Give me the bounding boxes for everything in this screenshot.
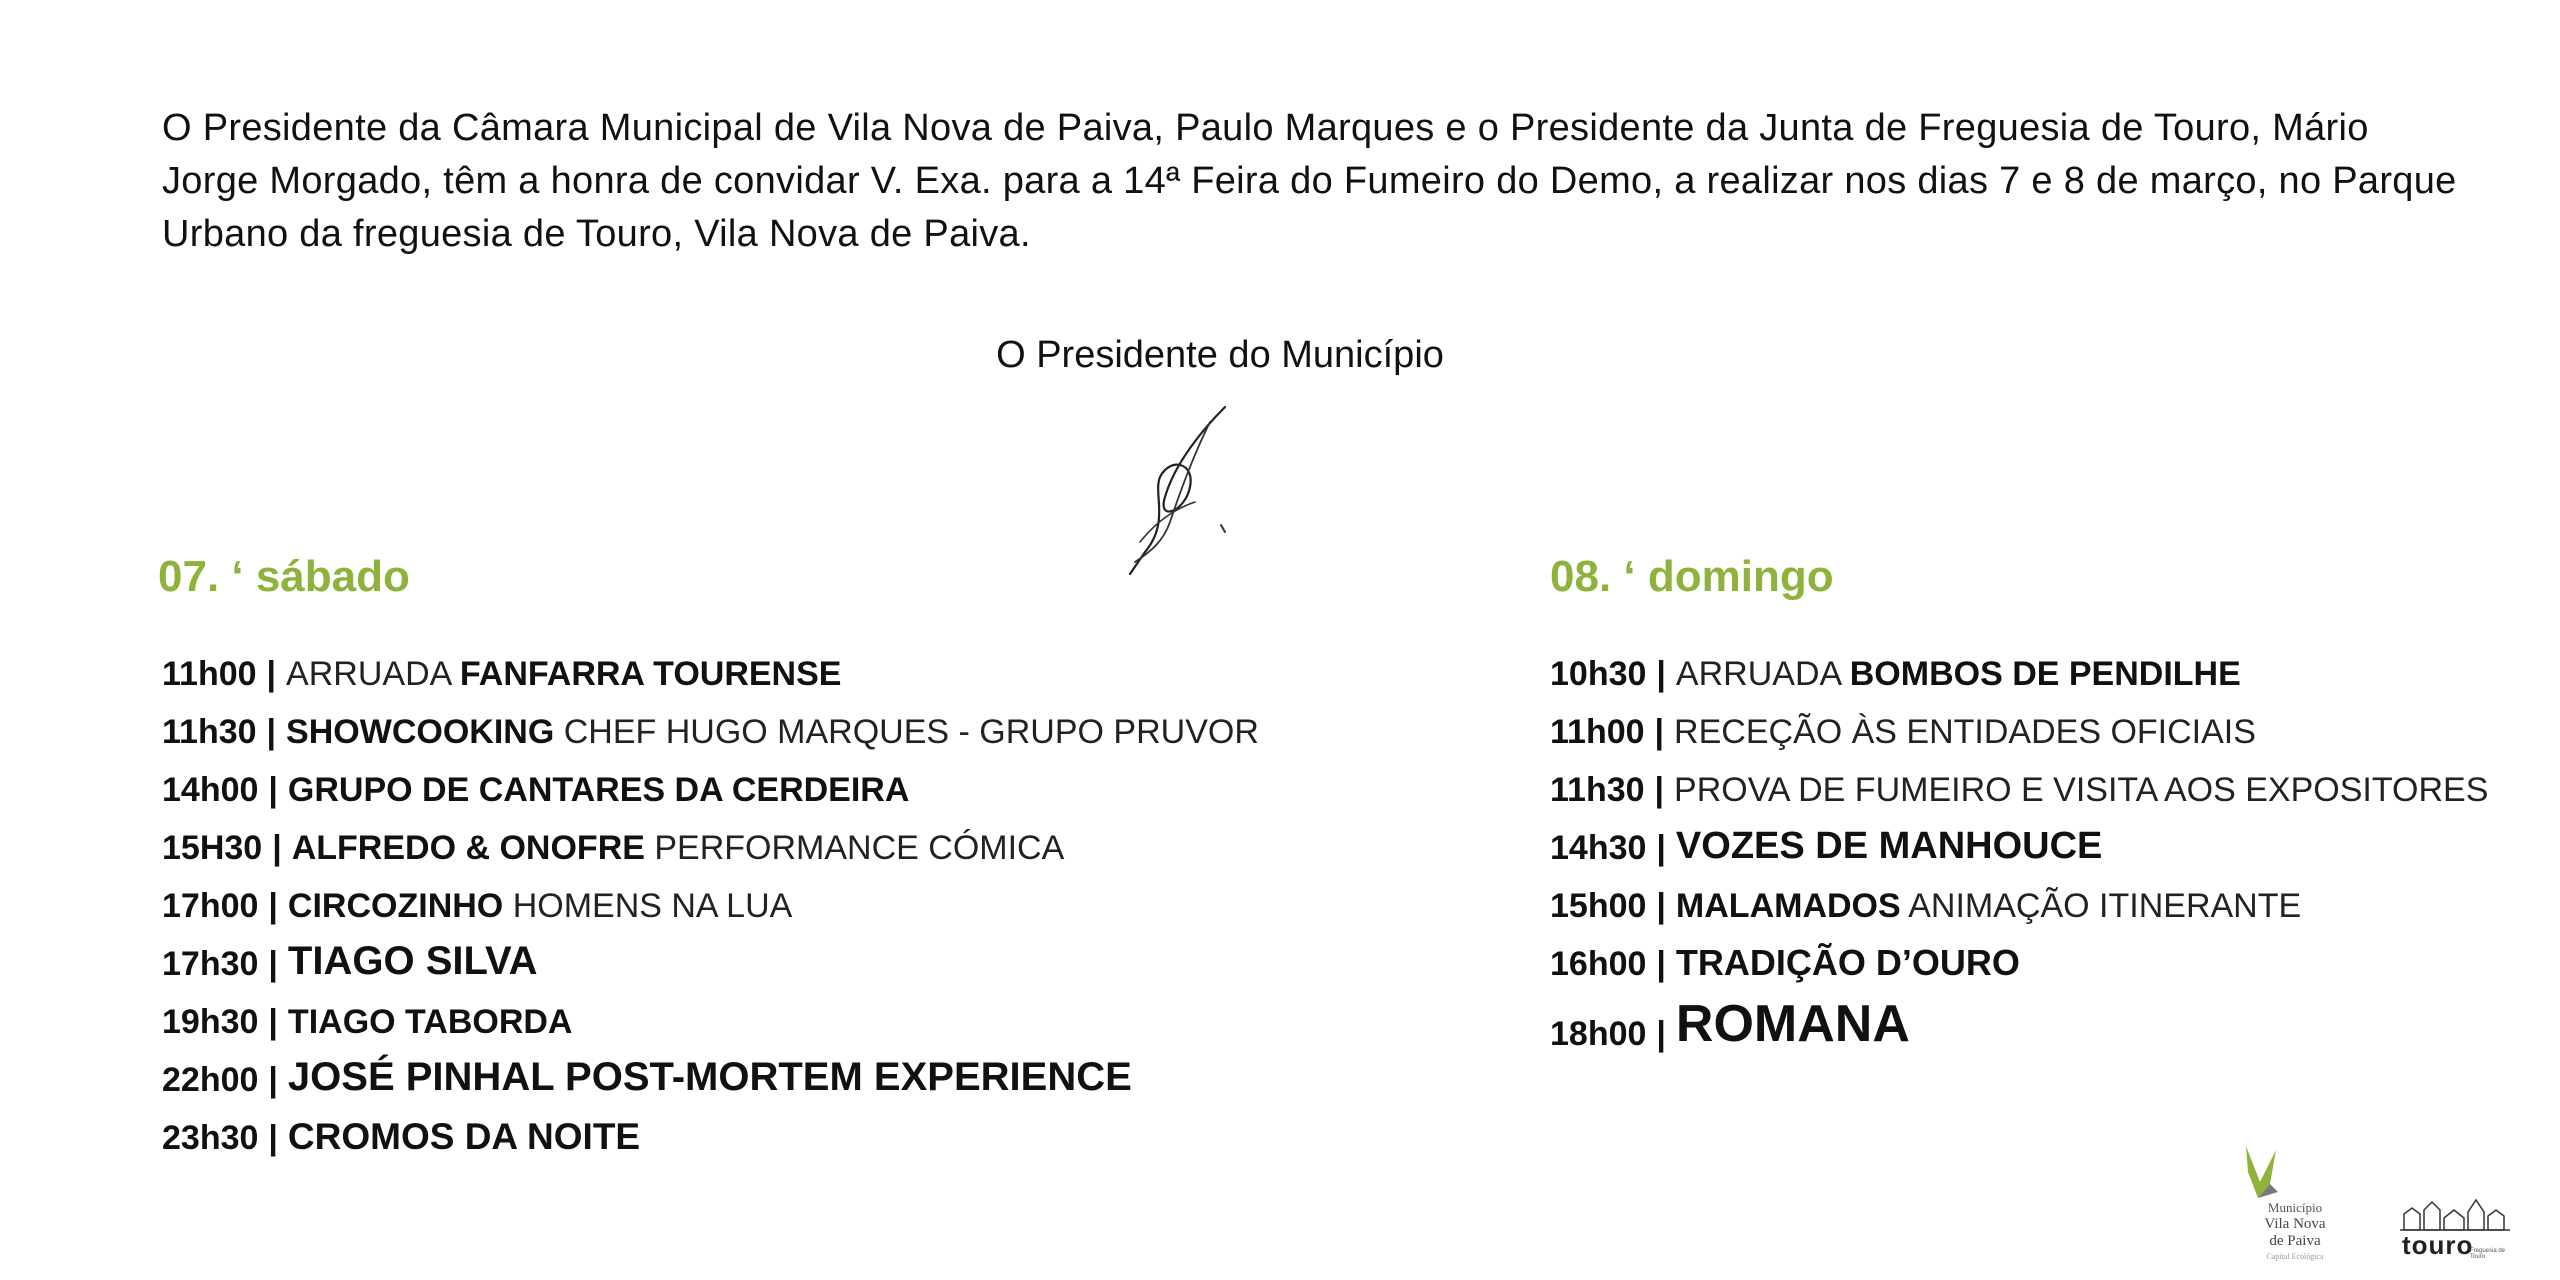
schedule-row (162, 694, 1259, 752)
schedule-row (162, 1042, 1259, 1100)
touro-wordmark: touro (2402, 1230, 2474, 1260)
event-suffix: PERFORMANCE CÓMICA (644, 829, 1065, 867)
separator: | (266, 655, 277, 693)
event-name: CROMOS DA NOITE (287, 1116, 641, 1157)
municipio-line3: de Paiva (2269, 1233, 2321, 1249)
schedule-row (1550, 752, 2488, 810)
event-time: 11h00 (1550, 713, 1645, 751)
municipio-leaf-icon (2230, 1142, 2360, 1204)
signature-title: O Presidente do Município (996, 334, 1444, 376)
separator: | (1656, 655, 1666, 693)
municipio-logo (2230, 1142, 2360, 1272)
saturday-schedule (162, 636, 1259, 1158)
event-name: VOZES DE MANHOUCE (1675, 825, 2103, 867)
schedule-row (1550, 810, 2488, 868)
separator: | (1654, 771, 1665, 809)
separator: | (272, 829, 282, 867)
separator: | (266, 713, 277, 751)
event-time: 18h00 (1550, 1015, 1647, 1053)
schedule-row (162, 1100, 1259, 1158)
event-name: GRUPO DE CANTARES DA CERDEIRA (287, 771, 910, 809)
event-prefix: ARRUADA (1675, 655, 1850, 693)
separator: | (268, 1119, 278, 1157)
event-time: 11h30 (162, 713, 257, 751)
event-name: MALAMADOS (1675, 887, 1901, 925)
schedule-row (1550, 636, 2488, 694)
event-name: FANFARRA TOURENSE (459, 655, 842, 693)
event-time: 10h30 (1550, 655, 1647, 693)
touro-logo (2400, 1192, 2510, 1272)
event-time: 17h00 (162, 887, 259, 925)
separator: | (1656, 887, 1666, 925)
event-time: 23h30 (162, 1119, 259, 1157)
separator: | (268, 771, 278, 809)
schedule-row (162, 926, 1259, 984)
event-name: TIAGO TABORDA (287, 1003, 573, 1041)
event-name: SHOWCOOKING (286, 713, 555, 751)
separator: | (1656, 945, 1666, 983)
event-time: 14h30 (1550, 829, 1647, 867)
schedule-row (162, 868, 1259, 926)
event-time: 19h30 (162, 1003, 259, 1041)
event-time: 22h00 (162, 1061, 259, 1099)
separator: | (1654, 713, 1665, 751)
touro-skyline-icon (2400, 1192, 2510, 1232)
event-time: 17h30 (162, 945, 259, 983)
invitation-text: O Presidente da Câmara Municipal de Vila Nova de Paiva, Paulo Marques e o Presidente da Junta de Freguesia de Touro, Mário Jorge Morgado, têm a honra de convidar V. Exa. para a 14ª Feira do Fumeiro do Demo, a realizar nos dias 7 e 8 de março, no Parque Urbano da freguesia de Touro, Vila Nova de Paiva. (162, 107, 2457, 255)
separator: | (1656, 1015, 1666, 1053)
separator: | (1656, 829, 1666, 867)
schedule-row (162, 984, 1259, 1042)
event-prefix: RECEÇÃO ÀS ENTIDADES OFICIAIS (1674, 713, 2256, 751)
event-name: ROMANA (1675, 995, 1910, 1053)
event-name: TIAGO SILVA (287, 939, 538, 983)
schedule-row (162, 810, 1259, 868)
schedule-row (1550, 694, 2488, 752)
event-name: JOSÉ PINHAL POST-MORTEM EXPERIENCE (287, 1055, 1132, 1099)
event-time: 15H30 (162, 829, 263, 867)
event-suffix: CHEF HUGO MARQUES - GRUPO PRUVOR (554, 713, 1259, 751)
saturday-title: 07. ‘ sábado (158, 552, 410, 601)
municipio-tagline: Capital Ecológica (2266, 1252, 2324, 1261)
event-name: TRADIÇÃO D’OURO (1675, 942, 2020, 983)
separator: | (268, 945, 278, 983)
event-name: BOMBOS DE PENDILHE (1849, 655, 2241, 693)
schedule-row (1550, 868, 2488, 926)
event-time: 11h30 (1550, 771, 1645, 809)
separator: | (268, 1003, 278, 1041)
separator: | (268, 887, 278, 925)
schedule-row (1550, 926, 2488, 984)
schedule-row (162, 636, 1259, 694)
event-name: CIRCOZINHO (287, 887, 504, 925)
schedule-row (162, 752, 1259, 810)
event-suffix: HOMENS NA LUA (503, 887, 793, 925)
event-time: 15h00 (1550, 887, 1647, 925)
event-prefix: ARRUADA (286, 655, 460, 693)
event-time: 16h00 (1550, 945, 1647, 983)
sunday-title: 08. ‘ domingo (1550, 552, 1834, 601)
footer-logos (2230, 1142, 2510, 1272)
event-prefix: PROVA DE FUMEIRO E VISITA AOS EXPOSITORES (1674, 771, 2489, 809)
event-name: ALFREDO & ONOFRE (291, 829, 645, 867)
separator: | (268, 1061, 278, 1099)
signature-image (1125, 402, 1235, 577)
sunday-schedule (1550, 636, 2488, 1054)
schedule-row (1550, 984, 2488, 1054)
touro-caption: Freguesia de Touro (2470, 1248, 2506, 1260)
event-time: 11h00 (162, 655, 257, 693)
municipio-line2: Vila Nova (2264, 1216, 2326, 1232)
municipio-line1: Município (2267, 1200, 2323, 1215)
event-time: 14h00 (162, 771, 259, 809)
event-suffix: ANIMAÇÃO ITINERANTE (1900, 887, 2302, 925)
